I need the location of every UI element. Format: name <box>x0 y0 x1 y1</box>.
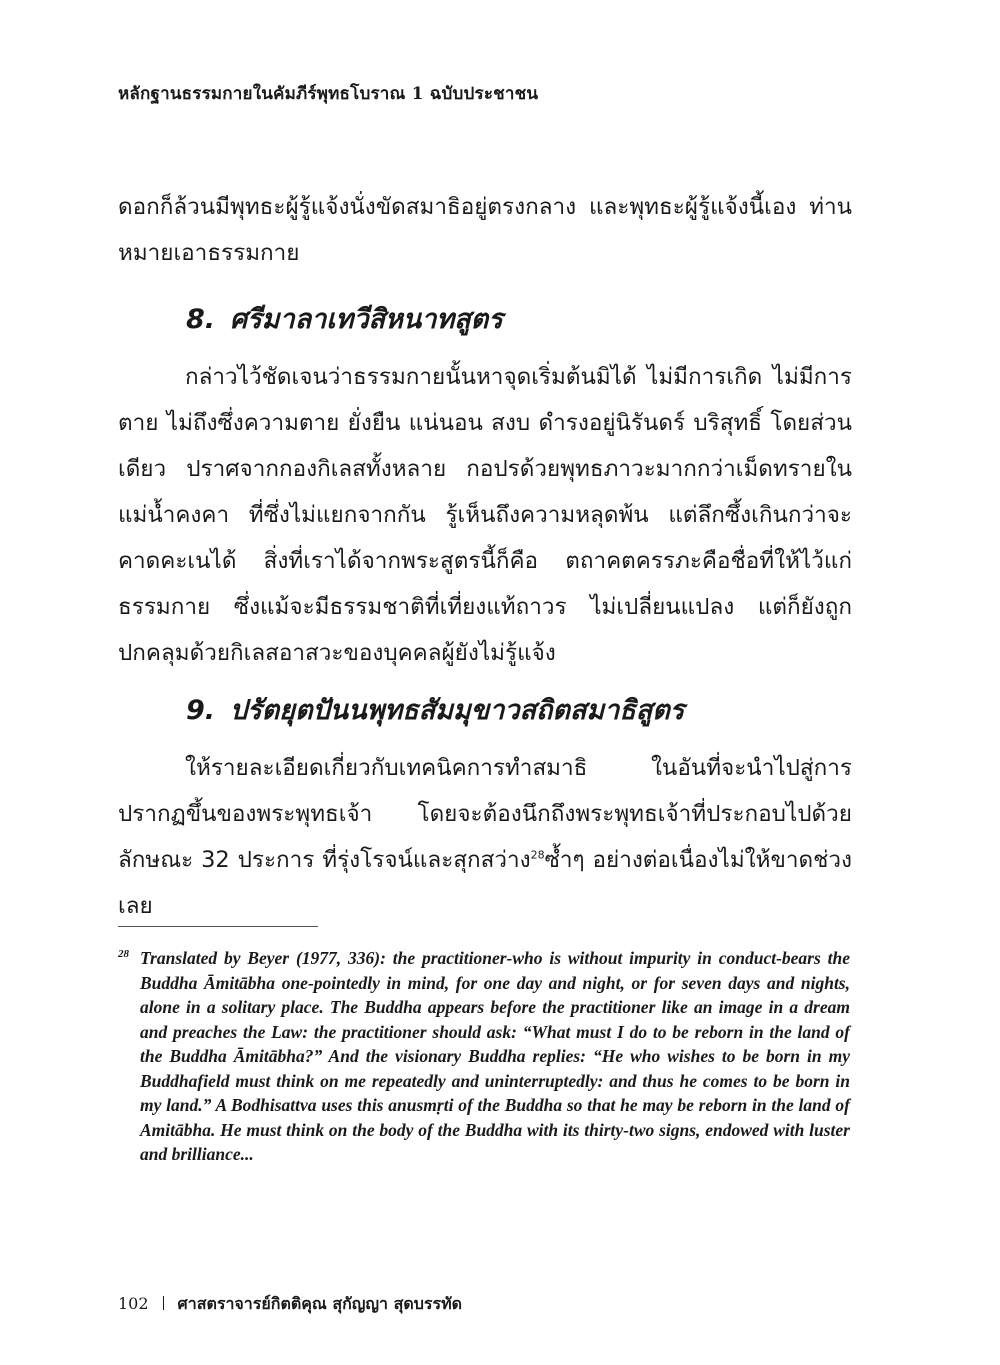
footnote-28 <box>118 946 850 1167</box>
section-9-number: 9. <box>186 695 216 726</box>
section-9-paragraph <box>118 745 852 929</box>
section-8-paragraph: กล่าวไว้ชัดเจนว่าธรรมกายนั้นหาจุดเริ่มต้นมิได้ ไม่มีการเกิด ไม่มีการตาย ไม่ถึงซึ่งความตาย ยั่งยืน แน่นอน สงบ ดำรงอยู่นิรันดร์ บริสุทธิ์ โดยส่วนเดียว ปราศจากกองกิเลสทั้งหลาย กอปรด้วยพุทธภาวะมากกว่าเม็ดทรายในแม่น้ำคงคา ที่ซึ่งไม่แยกจากกัน รู้เห็นถึงความหลุดพ้น แต่ลึกซึ้งเกินกว่าจะคาดคะเนได้ สิ่งที่เราได้จากพระสูตรนี้ก็คือ ตถาคตครรภะคือชื่อที่ให้ไว้แก่ธรรมกาย ซึ่งแม้จะมีธรรมชาติที่เที่ยงแท้ถาวร ไม่เปลี่ยนแปลง แต่ก็ยังถูกปกคลุมด้วยกิเลสอาสวะของบุคคลผู้ยังไม่รู้แจ้ง <box>118 364 852 666</box>
footnote-reference-28[interactable]: 28 <box>530 848 545 862</box>
footnote-number: 28 <box>118 948 129 960</box>
section-9-title: ปรัตยุตปันนพุทธสัมมุขาวสถิตสมาธิสูตร <box>230 695 685 726</box>
footnote-text: Translated by Beyer (1977, 336): the practitioner-who is without impurity in conduct-bears the Buddha Āmitābha one-pointedly in mind, for one day and night, or for seven days and nights, alone in a solitary place. The Buddha appears before the practitioner like an image in a dream and preaches the Law: the practitioner should ask: “What must I do to be reborn in the land of the Buddha Āmitābha?” And the visionary Buddha replies: “He who wishes to be born in my Buddhafield must think on me repeatedly and uninterruptedly: and thus he comes to be born in my land.” A Bodhisattva uses this anusmṛti of the Buddha so that he may be reborn in the land of Amitābha. He must think on the body of the Buddha with its thirty-two signs, endowed with luster and brilliance... <box>140 948 850 1164</box>
section-9-text-after-ref: ซ้ำๆ อย่างต่อเนื่องไม่ให้ขาดช่วงเลย <box>118 847 852 919</box>
continuation-paragraph: ดอกก็ล้วนมีพุทธะผู้รู้แจ้งนั่งขัดสมาธิอยู่ตรงกลาง และพุทธะผู้รู้แจ้งนี้เอง ท่านหมายเอาธรรมกาย <box>118 194 852 266</box>
running-head-title: หลักฐานธรรมกายในคัมภีร์พุทธโบราณ 1 ฉบับประชาชน <box>118 84 539 104</box>
section-8-title: ศรีมาลาเทวีสิหนาทสูตร <box>230 304 503 335</box>
section-9-text-before-ref: ให้รายละเอียดเกี่ยวกับเทคนิคการทำสมาธิ ในอันที่จะนำไปสู่การปรากฏขึ้นของพระพุทธเจ้า โดยจะต้องนึกถึงพระพุทธเจ้าที่ประกอบไปด้วยลักษณะ 32 ประการ ที่รุ่งโรจน์และสุกสว่าง <box>118 755 852 873</box>
page-number: 102 <box>118 1294 149 1313</box>
section-8-heading <box>186 297 503 340</box>
footer-separator <box>163 1296 164 1310</box>
section-8-number: 8. <box>186 304 216 335</box>
section-9-heading <box>186 688 684 731</box>
footer-author: ศาสตราจารย์กิตติคุณ สุกัญญา สุดบรรทัด <box>177 1294 463 1313</box>
page-footer <box>118 1292 462 1317</box>
footnote-divider <box>118 926 318 927</box>
